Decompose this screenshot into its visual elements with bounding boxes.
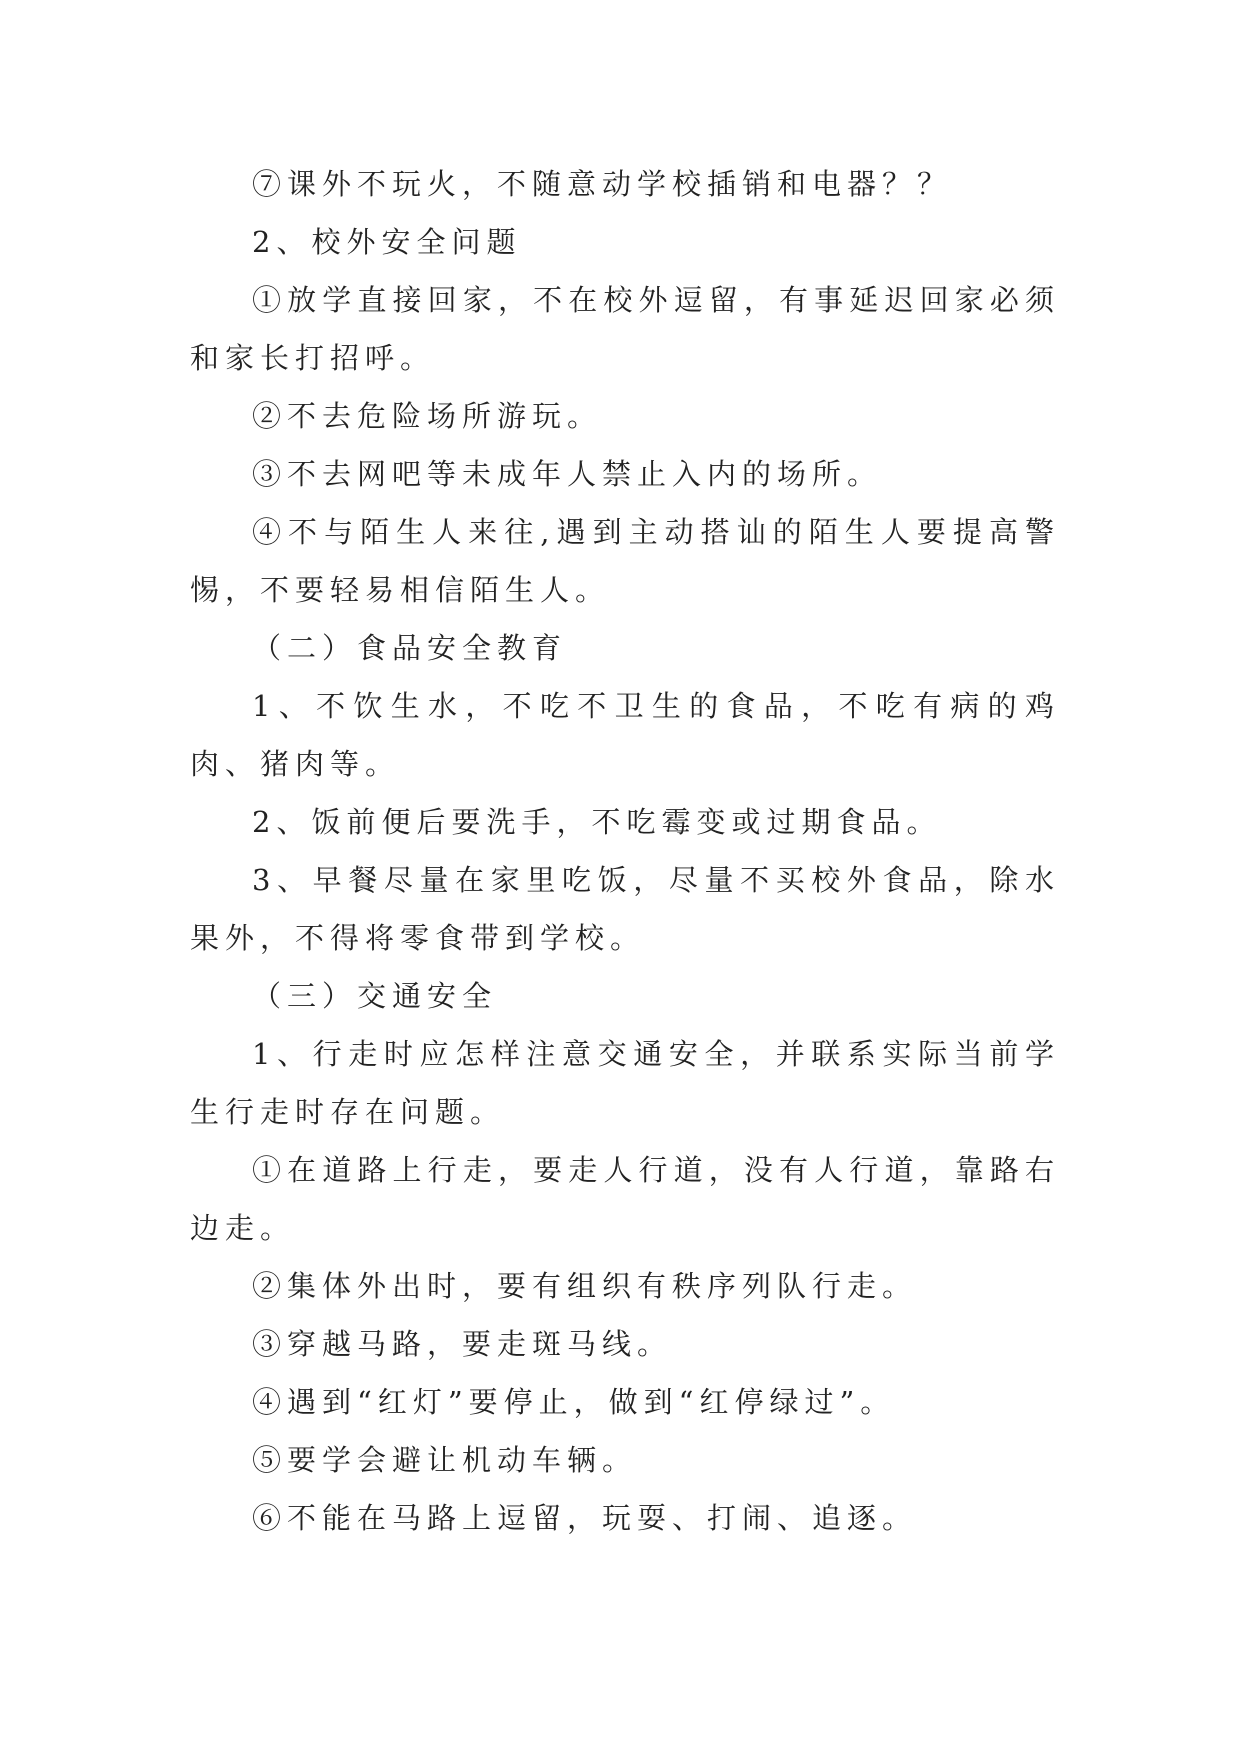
document-body bbox=[190, 155, 1060, 1547]
heading-off-campus-safety: 2、校外安全问题 bbox=[252, 225, 522, 259]
paragraph-red-light: ④遇到“红灯”要停止，做到“红停绿过”。 bbox=[252, 1385, 896, 1419]
paragraph-go-home-directly: ①放学直接回家，不在校外逗留，有事延迟回家必须和家长打招呼。 bbox=[190, 283, 1060, 375]
heading-food-safety: （二）食品安全教育 bbox=[252, 631, 568, 665]
paragraph-no-internet-cafes: ③不去网吧等未成年人禁止入内的场所。 bbox=[252, 457, 883, 491]
paragraph-stranger-caution: ④不与陌生人来往,遇到主动搭讪的陌生人要提高警惕，不要轻易相信陌生人。 bbox=[190, 515, 1060, 607]
paragraph-zebra-crossing: ③穿越马路，要走斑马线。 bbox=[252, 1327, 673, 1361]
paragraph-group-outing: ②集体外出时，要有组织有秩序列队行走。 bbox=[252, 1269, 918, 1303]
paragraph-walking-safety: 1、行走时应怎样注意交通安全，并联系实际当前学生行走时存在问题。 bbox=[190, 1037, 1060, 1129]
heading-traffic-safety: （三）交通安全 bbox=[252, 979, 498, 1013]
paragraph-breakfast-at-home: 3、早餐尽量在家里吃饭，尽量不买校外食品，除水果外，不得将零食带到学校。 bbox=[190, 863, 1060, 955]
paragraph-rule-7-fire: ⑦课外不玩火，不随意动学校插销和电器？？ bbox=[252, 167, 953, 201]
paragraph-no-dangerous-places: ②不去危险场所游玩。 bbox=[252, 399, 603, 433]
paragraph-wash-hands: 2、饭前便后要洗手，不吃霉变或过期食品。 bbox=[252, 805, 942, 839]
paragraph-avoid-vehicles: ⑤要学会避让机动车辆。 bbox=[252, 1443, 638, 1477]
paragraph-use-sidewalk: ①在道路上行走，要走人行道，没有人行道，靠路右边走。 bbox=[190, 1153, 1060, 1245]
paragraph-no-raw-water: 1、不饮生水，不吃不卫生的食品，不吃有病的鸡肉、猪肉等。 bbox=[190, 689, 1060, 781]
paragraph-no-playing-on-road: ⑥不能在马路上逗留，玩耍、打闹、追逐。 bbox=[252, 1501, 918, 1535]
